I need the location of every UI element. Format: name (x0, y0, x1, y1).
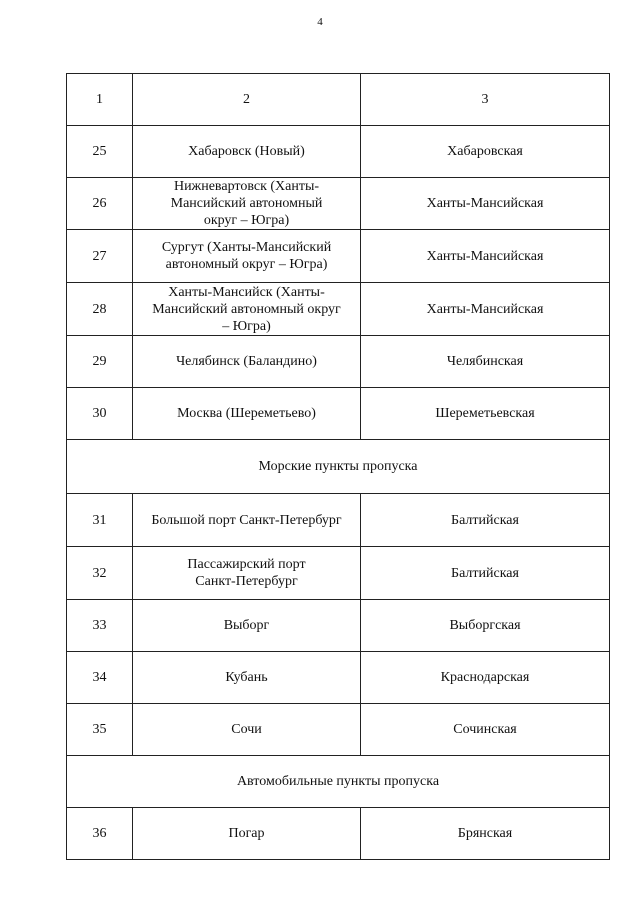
checkpoint-name-line: округ – Югра) (203, 213, 290, 228)
checkpoint-name-line: Ханты-Мансийск (Ханты- (168, 284, 325, 300)
table-row (67, 283, 610, 336)
table-row (67, 336, 610, 388)
table-row (67, 652, 610, 704)
section-title-sea: Морские пункты пропуска (67, 440, 610, 494)
checkpoint-name: Большой порт Санкт-Петербург (133, 494, 361, 547)
table-row (67, 230, 610, 283)
checkpoint-name-line: Мансийский автономный (170, 196, 323, 211)
checkpoints-table (66, 73, 610, 860)
row-number: 27 (67, 230, 133, 283)
checkpoint-name: Сочи (133, 704, 361, 756)
customs-name: Выборгская (361, 600, 610, 652)
customs-name: Балтийская (361, 494, 610, 547)
customs-name: Шереметьевская (361, 388, 610, 440)
checkpoint-name: Москва (Шереметьево) (133, 388, 361, 440)
customs-name: Ханты-Мансийская (361, 178, 610, 230)
customs-name: Сочинская (361, 704, 610, 756)
checkpoint-name-line: автономный округ – Югра) (165, 257, 328, 272)
checkpoint-name: Выборг (133, 600, 361, 652)
checkpoint-name (133, 547, 361, 600)
row-number: 36 (67, 808, 133, 860)
table-row (67, 600, 610, 652)
checkpoint-name-line: Мансийский автономный округ (152, 301, 341, 317)
customs-name: Краснодарская (361, 652, 610, 704)
customs-name: Ханты-Мансийская (361, 230, 610, 283)
row-number: 34 (67, 652, 133, 704)
checkpoint-name-line: – Югра) (222, 318, 271, 334)
row-number: 33 (67, 600, 133, 652)
row-number: 35 (67, 704, 133, 756)
row-number: 25 (67, 126, 133, 178)
table-row (67, 178, 610, 230)
row-number: 32 (67, 547, 133, 600)
customs-name: Хабаровская (361, 126, 610, 178)
header-col-3: 3 (361, 74, 610, 126)
row-number: 28 (67, 283, 133, 336)
section-row-sea (67, 440, 610, 494)
customs-name: Ханты-Мансийская (361, 283, 610, 336)
table-row (67, 494, 610, 547)
checkpoint-name-line: Нижневартовск (Ханты- (173, 179, 320, 194)
checkpoint-name (133, 178, 361, 230)
checkpoint-name: Челябинск (Баландино) (133, 336, 361, 388)
checkpoint-name (133, 230, 361, 283)
table-header-row (67, 74, 610, 126)
checkpoint-name (133, 283, 361, 336)
page-number: 4 (317, 16, 323, 28)
section-row-road (67, 756, 610, 808)
row-number: 29 (67, 336, 133, 388)
table-row (67, 547, 610, 600)
row-number: 30 (67, 388, 133, 440)
checkpoint-name: Хабаровск (Новый) (133, 126, 361, 178)
checkpoint-name: Погар (133, 808, 361, 860)
table-row (67, 808, 610, 860)
row-number: 26 (67, 178, 133, 230)
checkpoint-name-line: Санкт-Петербург (195, 574, 298, 589)
header-col-2: 2 (133, 74, 361, 126)
section-title-road: Автомобильные пункты пропуска (67, 756, 610, 808)
customs-name: Челябинская (361, 336, 610, 388)
customs-name: Брянская (361, 808, 610, 860)
row-number: 31 (67, 494, 133, 547)
checkpoint-name: Кубань (133, 652, 361, 704)
checkpoint-name-line: Пассажирский порт (187, 557, 306, 572)
customs-name: Балтийская (361, 547, 610, 600)
table-row (67, 704, 610, 756)
table-row (67, 126, 610, 178)
checkpoint-name-line: Сургут (Ханты-Мансийский (161, 240, 332, 255)
header-col-1: 1 (67, 74, 133, 126)
table-row (67, 388, 610, 440)
